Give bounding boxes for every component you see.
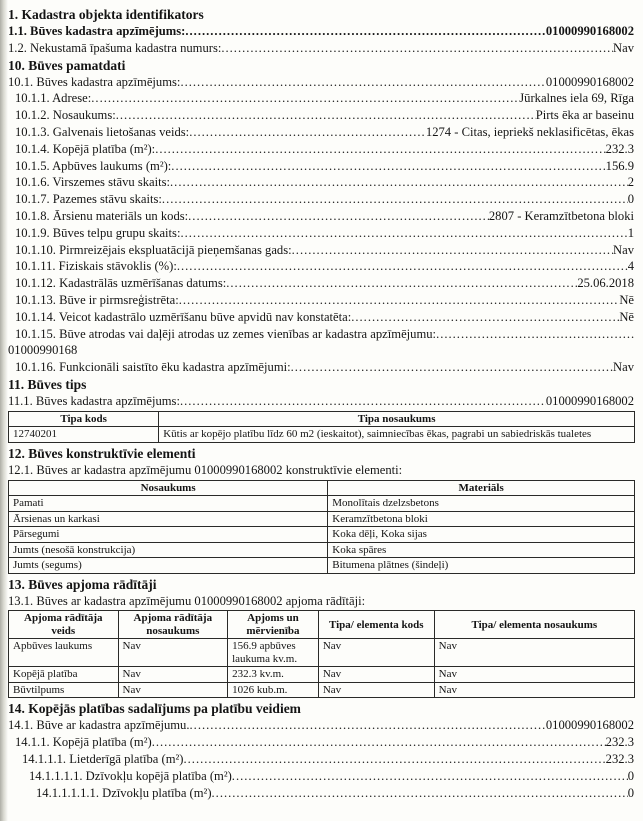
field-line bbox=[8, 242, 634, 259]
table-header-cell: Tipa/ elementa nosaukums bbox=[434, 611, 634, 639]
field-line bbox=[8, 393, 634, 410]
field-line bbox=[8, 208, 634, 225]
table-cell: Jumts (nesošā konstrukcija) bbox=[9, 542, 328, 558]
field-value: Pirts ēka ar baseinu bbox=[535, 108, 634, 123]
table-cell: 232.3 kv.m. bbox=[228, 667, 319, 683]
field-label: 10.1.16. Funkcionāli saistīto ēku kadastra apzīmējumi: bbox=[15, 360, 291, 375]
section-heading: 10. Būves pamatdati bbox=[8, 57, 126, 73]
dot-leader bbox=[170, 174, 628, 191]
dot-leader bbox=[226, 275, 577, 292]
field-line bbox=[8, 225, 634, 242]
section-heading: 12. Būves konstruktīvie elementi bbox=[8, 445, 196, 461]
table-header-row bbox=[9, 480, 635, 496]
field-value: Nav bbox=[613, 360, 634, 375]
field-line bbox=[8, 768, 634, 785]
dot-leader bbox=[291, 359, 613, 376]
field-label: 10.1.4. Kopējā platība (m²): bbox=[15, 141, 156, 156]
dot-leader bbox=[180, 74, 545, 91]
field-value: 1274 - Citas, iepriekš neklasificētas, ēkas bbox=[425, 124, 634, 139]
table-row bbox=[9, 527, 635, 543]
field-value: Nav bbox=[613, 40, 634, 55]
table-cell: Nav bbox=[434, 682, 634, 698]
dot-leader bbox=[190, 717, 546, 734]
dot-leader bbox=[436, 326, 634, 343]
field-value: 01000990168002 bbox=[545, 74, 634, 89]
dot-leader bbox=[292, 242, 613, 259]
table-cell: 156.9 apbūves laukuma kv.m. bbox=[228, 639, 319, 667]
tipa-table bbox=[8, 411, 635, 443]
field-line bbox=[8, 309, 634, 326]
table-cell: Koka dēļi, Koka sijas bbox=[328, 527, 635, 543]
field-label: 10.1.14. Veicot kadastrālo uzmērīšanu būve apvidū nav konstatēta: bbox=[15, 309, 352, 324]
field-value: 1 bbox=[627, 225, 634, 240]
table-cell: Nav bbox=[434, 667, 634, 683]
dot-leader bbox=[212, 785, 628, 802]
section-heading: 11. Būves tips bbox=[8, 376, 87, 392]
field-label: 1.2. Nekustamā īpašuma kadastra numurs: bbox=[8, 40, 222, 55]
table-header-cell: Tipa nosaukums bbox=[159, 411, 635, 427]
table-cell: Nav bbox=[318, 682, 434, 698]
field-label: 10.1.9. Būves telpu grupu skaits: bbox=[15, 225, 181, 240]
dot-leader bbox=[232, 768, 628, 785]
table-row bbox=[9, 496, 635, 512]
dot-leader bbox=[180, 225, 627, 242]
dot-leader bbox=[91, 90, 519, 107]
field-line bbox=[8, 734, 634, 751]
dot-leader bbox=[185, 23, 545, 40]
table-cell: Pārsegumi bbox=[9, 527, 328, 543]
table-cell: Pamati bbox=[9, 496, 328, 512]
table-cell: Keramzītbetona bloki bbox=[328, 511, 635, 527]
dot-leader bbox=[221, 40, 613, 57]
field-value: 232.3 bbox=[605, 751, 634, 766]
field-label: 10.1.8. Ārsienu materiāls un kods: bbox=[15, 208, 189, 223]
field-value: 01000990168002 bbox=[545, 24, 634, 38]
field-label: 10.1. Būves kadastra apzīmējums: bbox=[8, 74, 181, 89]
field-value: 01000990168002 bbox=[545, 393, 634, 408]
field-value: 2 bbox=[627, 175, 634, 190]
table-row bbox=[9, 682, 635, 698]
field-value: 4 bbox=[627, 259, 634, 274]
table-cell: Nav bbox=[118, 639, 228, 667]
table-row bbox=[9, 427, 635, 443]
table-header-cell: Tipa/ elementa kods bbox=[318, 611, 434, 639]
field-label: 14.1.1.1.1. Dzīvokļu kopējā platība (m²) bbox=[29, 768, 232, 783]
dot-leader bbox=[155, 141, 605, 158]
field-label: 10.1.13. Būve ir pirmsreģistrēta: bbox=[15, 292, 179, 307]
table-cell: Apbūves laukums bbox=[9, 639, 119, 667]
field-line bbox=[8, 124, 634, 141]
field-label: 1.1. Būves kadastra apzīmējums: bbox=[8, 24, 186, 38]
field-line bbox=[8, 275, 634, 292]
field-value: 0 bbox=[627, 192, 634, 207]
dot-leader bbox=[171, 158, 605, 175]
table-header-cell: Materiāls bbox=[328, 480, 635, 496]
table-cell: Nav bbox=[118, 682, 228, 698]
field-label: 10.1.7. Pazemes stāvu skaits: bbox=[15, 192, 162, 207]
field-line bbox=[8, 158, 634, 175]
field-label: 10.1.11. Fiziskais stāvoklis (%): bbox=[15, 259, 177, 274]
field-label: 10.1.1. Adrese: bbox=[15, 91, 92, 106]
field-label: 14.1.1.1. Lietderīgā platība (m²) bbox=[22, 751, 184, 766]
field-line bbox=[8, 785, 634, 802]
dot-leader bbox=[351, 309, 619, 326]
field-line bbox=[8, 258, 634, 275]
text-line: 12.1. Būves ar kadastra apzīmējumu 01000990168002 konstruktīvie elementi: bbox=[8, 462, 403, 477]
dot-leader bbox=[116, 107, 536, 124]
dot-leader bbox=[189, 124, 426, 141]
field-line bbox=[8, 40, 634, 57]
field-label: 10.1.10. Pirmreizējais ekspluatācijā pieņemšanas gads: bbox=[15, 242, 292, 257]
section-heading: 14. Kopējās platības sadalījums pa platību veidiem bbox=[8, 701, 301, 717]
dot-leader bbox=[188, 208, 489, 225]
field-value: 232.3 bbox=[605, 141, 634, 156]
field-line bbox=[8, 90, 634, 107]
field-value: Nē bbox=[619, 309, 634, 324]
dot-leader bbox=[179, 292, 620, 309]
field-line bbox=[8, 326, 634, 343]
dot-leader bbox=[152, 734, 606, 751]
table-cell: Nav bbox=[318, 639, 434, 667]
table-cell: Nav bbox=[118, 667, 228, 683]
table-cell: Monolītais dzelzsbetons bbox=[328, 496, 635, 512]
field-label: 14.1.1. Kopējā platība (m²) bbox=[15, 735, 152, 750]
table-header-row bbox=[9, 611, 635, 639]
table-header-row bbox=[9, 411, 635, 427]
dot-leader bbox=[184, 751, 606, 768]
apjoma-table bbox=[8, 610, 635, 698]
section-heading: 13. Būves apjoma rādītāji bbox=[8, 576, 157, 592]
text-line: 01000990168 bbox=[8, 343, 78, 358]
field-line bbox=[8, 359, 634, 376]
field-label: 10.1.15. Būve atrodas vai daļēji atrodas uz zemes vienības ar kadastra apzīmējumu: bbox=[15, 326, 437, 341]
table-cell: Kopējā platība bbox=[9, 667, 119, 683]
table-cell: Ārsienas un karkasi bbox=[9, 511, 328, 527]
table-row bbox=[9, 667, 635, 683]
table-cell: Jumts (segums) bbox=[9, 558, 328, 574]
table-header-cell: Apjoma rādītāja veids bbox=[9, 611, 119, 639]
field-line bbox=[8, 292, 634, 309]
field-line bbox=[8, 141, 634, 158]
table-row bbox=[9, 542, 635, 558]
dot-leader bbox=[180, 393, 546, 410]
table-header-cell: Apjoma rādītāja nosaukums bbox=[118, 611, 228, 639]
field-label: 10.1.3. Galvenais lietošanas veids: bbox=[15, 124, 190, 139]
table-cell: Nav bbox=[318, 667, 434, 683]
table-header-cell: Tipa kods bbox=[9, 411, 159, 427]
field-value: Nav bbox=[613, 242, 634, 257]
field-line bbox=[8, 717, 634, 734]
field-label: 10.1.5. Apbūves laukums (m²): bbox=[15, 158, 172, 173]
dot-leader bbox=[162, 191, 628, 208]
field-value: 2807 - Keramzītbetona bloki bbox=[488, 208, 634, 223]
section-heading: 1. Kadastra objekta identifikators bbox=[8, 7, 204, 22]
field-value: 0 bbox=[627, 768, 634, 783]
text-line: 13.1. Būves ar kadastra apzīmējumu 01000990168002 apjoma rādītāji: bbox=[8, 593, 366, 608]
table-row bbox=[9, 558, 635, 574]
field-label: 10.1.12. Kadastrālās uzmērīšanas datums: bbox=[15, 276, 227, 291]
field-value: Nē bbox=[619, 292, 634, 307]
field-label: 11.1. Būves kadastra apzīmējums: bbox=[8, 393, 180, 408]
table-cell: Kūtis ar kopējo platību līdz 60 m2 (ieskaitot), saimniecības ēkas, pagrabi un sabiedriskās tualetes bbox=[159, 427, 635, 443]
field-label: 14.1. Būve ar kadastra apzīmējumu. bbox=[8, 718, 190, 733]
elementi-table bbox=[8, 480, 635, 574]
field-value: 25.06.2018 bbox=[577, 276, 634, 291]
field-line bbox=[8, 74, 634, 91]
field-value: 156.9 bbox=[605, 158, 634, 173]
field-value: Jūrkalnes iela 69, Rīga bbox=[519, 91, 634, 106]
table-cell: Koka spāres bbox=[328, 542, 635, 558]
table-cell: Bitumena plātnes (šindeļi) bbox=[328, 558, 635, 574]
field-label: 10.1.6. Virszemes stāvu skaits: bbox=[15, 175, 171, 190]
field-value: 01000990168002 bbox=[545, 718, 634, 733]
field-line bbox=[8, 174, 634, 191]
table-header-cell: Apjoms un mērvienība bbox=[228, 611, 319, 639]
field-label: 10.1.2. Nosaukums: bbox=[15, 108, 116, 123]
table-cell: 1026 kub.m. bbox=[228, 682, 319, 698]
table-row bbox=[9, 639, 635, 667]
field-value: 232.3 bbox=[605, 735, 634, 750]
table-header-cell: Nosaukums bbox=[9, 480, 328, 496]
table-row bbox=[9, 511, 635, 527]
table-cell: Būvtilpums bbox=[9, 682, 119, 698]
table-cell: 12740201 bbox=[9, 427, 159, 443]
dot-leader bbox=[177, 258, 628, 275]
field-line bbox=[8, 751, 634, 768]
field-line bbox=[8, 23, 634, 40]
field-line bbox=[8, 191, 634, 208]
field-value: 0 bbox=[627, 785, 634, 800]
field-label: 14.1.1.1.1.1. Dzīvokļu platība (m²) bbox=[36, 785, 212, 800]
table-cell: Nav bbox=[434, 639, 634, 667]
field-line bbox=[8, 107, 634, 124]
